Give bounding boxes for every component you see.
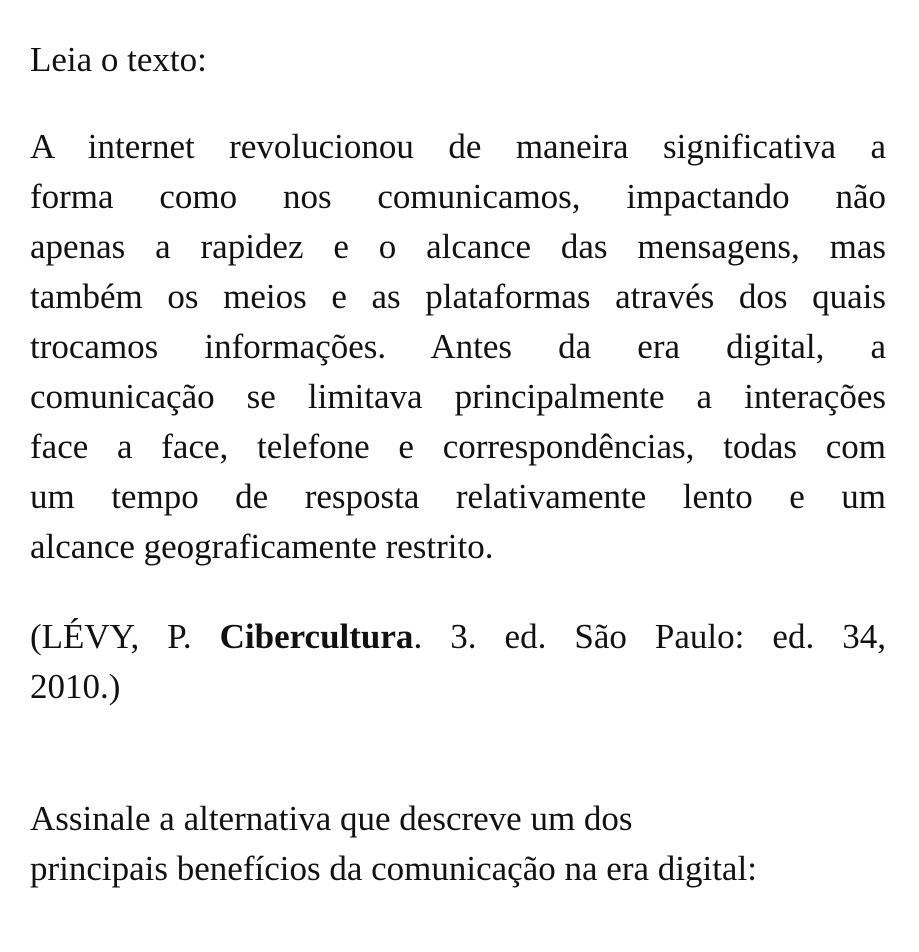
citation [30, 612, 886, 712]
intro-text: Leia o texto: [30, 40, 207, 79]
passage-line: alcance geograficamente restrito. [30, 527, 494, 566]
citation-after: . 3. ed. São Paulo: ed. 34, [413, 617, 886, 656]
passage-line: forma como nos comunicamos, impactando não [30, 177, 886, 216]
question-prompt [30, 794, 886, 894]
question-line: Assinale a alternativa que descreve um dos [30, 799, 633, 838]
passage-line: trocamos informações. Antes da era digital, a [30, 327, 886, 366]
citation-line-2: 2010.) [30, 667, 121, 706]
question-line: principais benefícios da comunicação na era digital: [30, 849, 757, 888]
passage-paragraph [30, 122, 886, 572]
passage-line: comunicação se limitava principalmente a interações [30, 377, 886, 416]
passage-line: apenas a rapidez e o alcance das mensagens, mas [30, 227, 886, 266]
passage-line: A internet revolucionou de maneira significativa a [30, 127, 886, 166]
passage-line: face a face, telefone e correspondências, todas com [30, 427, 886, 466]
passage-line: também os meios e as plataformas através dos quais [30, 277, 886, 316]
citation-before: (LÉVY, P. [30, 617, 220, 656]
citation-line-1 [30, 612, 886, 662]
passage-line: um tempo de resposta relativamente lento e um [30, 477, 886, 516]
citation-title: Cibercultura [219, 617, 414, 656]
